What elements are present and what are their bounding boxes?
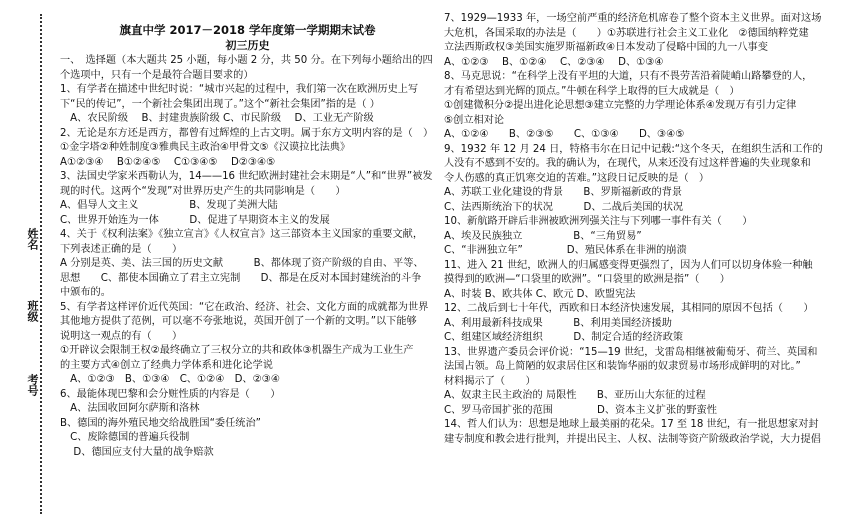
text-line: 令人伤感的真正饥寒交迫的苦难。”这段日记反映的是（ ）	[444, 172, 710, 184]
text-line: A、倡导人文主义 B、发现了美洲大陆	[60, 200, 278, 211]
text-line: 建专制度和教会进行批判，并提出民主、人权、法制等资产阶级政治学说，大力提倡	[444, 433, 821, 445]
text-line: 1、有学者在描述中世纪时说：“城市兴起的过程中，我们第一次在欧洲历史上写	[60, 84, 419, 95]
binding-dotted-line	[40, 14, 42, 514]
text-line: 10、新航路开辟后非洲被欧洲列强关注与下列哪一事件有关（ ）	[444, 216, 753, 227]
text-line: 摸得到的欧洲—“口袋里的欧洲”。“口袋里的欧洲是指”（ ）	[444, 274, 730, 285]
text-line: C、组建区域经济组织 D、制定合适的经济政策	[444, 332, 684, 343]
text-line: 中颁布的。	[60, 287, 111, 298]
text-line: C、罗马帝国扩张的范围 D、资本主义扩张的野蛮性	[444, 404, 717, 416]
right-column	[444, 12, 850, 447]
text-line: 材料揭示了（ ）	[444, 375, 536, 387]
text-line: 人没有不感到不安的。我的确认为，在现代，从来还没有过这样普遍的失业现象和	[444, 158, 811, 169]
class-field-label: 班级	[26, 300, 39, 322]
text-line: C、世界开始连为一体 D、促进了早期资本主义的发展	[60, 214, 330, 226]
text-line: A、法国收回阿尔萨斯和洛林	[60, 403, 200, 414]
text-line: ①开辟议会限制王权②最终确立了三权分立的共和政体③机器生产成为工业生产	[60, 345, 414, 356]
text-line: 9、1932 年 12 月 24 日，特格韦尔在日记中记载:“这个冬天，在组织生活和工作的	[444, 143, 823, 155]
text-line: A、奴隶主民主政治的 局限性 B、亚历山大东征的过程	[444, 390, 706, 401]
text-line: 11、进入 21 世纪，欧洲人的归属感变得更强烈了，因为人们可以切身体验一种触	[444, 259, 813, 271]
left-column	[60, 22, 435, 460]
text-line: 13、世界遗产委员会评价说：“15—19 世纪，戈雷岛相继被葡萄牙、荷兰、英国和	[444, 346, 818, 358]
exam-title: 旗直中学 2017－2018 学年度第一学期期末试卷	[119, 23, 376, 37]
text-line: 5、有学者这样评价近代英国：“它在政治、经济、社会、文化方面的成就都为世界	[60, 301, 429, 313]
text-line: 大危机，各国采取的办法是（ ）①苏联进行社会主义工业化 ②德国纳粹党建	[444, 27, 809, 39]
text-line: 4、关于《权利法案》《独立宣言》《人权宣言》这三部资本主义国家的重要文献，	[60, 229, 424, 240]
text-line: ①创建微积分②提出进化论思想③建立完整的力学理论体系④发现万有引力定律	[444, 100, 797, 111]
text-line: A①②③④ B①②④⑤ C①③④⑤ D②③④⑤	[60, 156, 276, 168]
text-line: 14、哲人们认为：思想是地球上最美丽的花朵。17 至 18 世纪，有一批思想家对封	[444, 419, 819, 430]
text-line: 一、 选择题（本大题共 25 小题，每小题 2 分，共 50 分。在下列每小题给出的四	[60, 55, 433, 66]
text-line: 3、法国史学家米西勒认为，14——16 世纪欧洲封建社会末期是“人”和“世界”被发	[60, 171, 433, 182]
text-line: ⑤创立相对论	[444, 114, 505, 126]
binding-margin	[0, 0, 56, 526]
text-line: A、埃及民族独立 B、“三角贸易”	[444, 230, 642, 242]
text-line: 才有希望达到光辉的顶点。”牛顿在科学上取得的巨大成就是（ ）	[444, 85, 740, 97]
text-line: 说明这一观点的有（ ）	[60, 330, 183, 342]
text-line: B、德国的海外殖民地交给战胜国“委任统治”	[60, 417, 261, 429]
text-line: A、①②③ B、①③④ C、①②④ D、②③④	[60, 374, 281, 385]
text-line: 个选项中，只有一个是最符合题目要求的）	[60, 69, 254, 81]
text-line: A、①②④ B、②③⑤ C、①③④ D、③④⑤	[444, 129, 685, 140]
text-line: A、苏联工业化建设的背景 B、罗斯福新政的背景	[444, 187, 683, 198]
text-line: A 分别是英、美、法三国的历史文献 B、都体现了资产阶级的自由、平等、	[60, 258, 424, 269]
exam-number-field-label: 考号	[26, 374, 39, 396]
text-line: C、法西斯统治下的状况 D、二战后美国的状况	[444, 201, 684, 213]
text-line: 下列表述正确的是（ ）	[60, 243, 183, 255]
name-field-label: 姓名	[26, 228, 39, 250]
right-question-list	[444, 12, 850, 447]
text-line: A、①②③ B、①②④ C、②③④ D、①③④	[444, 56, 664, 68]
text-line: 的主要方式④创立了经典力学体系和进化论学说	[60, 359, 273, 371]
text-line: 法国占领。岛上简陋的奴隶居住区和装饰华丽的奴隶贸易市场形成鲜明的对比。”	[444, 361, 801, 372]
text-line: A、农民阶级 B、封建贵族阶级 C、市民阶级 D、工业无产阶级	[60, 113, 374, 124]
text-line: 2、无论是东方还是西方，都曾有过辉煌的上古文明。属于东方文明内容的是（ ）	[60, 127, 434, 139]
text-line: 思想 C、都使本国确立了君主立宪制 D、都是在反对本国封建统治的斗争	[60, 272, 422, 284]
text-line: 7、1929—1933 年，一场空前严重的经济危机席卷了整个资本主义世界。面对这场	[444, 13, 822, 24]
text-line: C、废除德国的普遍兵役制	[60, 432, 190, 443]
text-line: 8、马克思说：“在科学上没有平坦的大道，只有不畏劳苦沿着陡峭山路攀登的人，	[444, 71, 813, 82]
text-line: A、时装 B、欧共体 C、欧元 D、欧盟宪法	[444, 288, 636, 300]
text-line: D、德国应支付大量的战争赔款	[60, 446, 214, 458]
text-line: 其他地方提供了范例，可以毫不夸张地说，英国开创了一个新的文明。”以下能够	[60, 316, 417, 327]
text-line: A、利用最新科技成果 B、利用美国经济援助	[444, 317, 672, 329]
text-line: ①金字塔②种姓制度③雅典民主政治④甲骨文⑤《汉谟拉比法典》	[60, 142, 351, 153]
text-line: C、“非洲独立年” D、殖民体系在非洲的崩溃	[444, 245, 687, 256]
text-line: 6、最能体现巴黎和会分赃性质的内容是（ ）	[60, 388, 281, 400]
text-line: 12、二战后到七十年代，西欧和日本经济快速发展，其相同的原因不包括（ ）	[444, 303, 814, 314]
text-line: 下“民的传记”，一个新社会集团出现了。”这个“新社会集团”指的是（ ）	[60, 98, 380, 110]
text-line: 立法西斯政权③美国实施罗斯福新政④日本发动了侵略中国的九一八事变	[444, 42, 768, 53]
exam-subtitle: 初三历史	[225, 39, 270, 52]
left-question-list	[60, 54, 435, 460]
text-line: 现的时代。这两个“发现”对世界历史产生的共同影响是（ ）	[60, 185, 346, 197]
